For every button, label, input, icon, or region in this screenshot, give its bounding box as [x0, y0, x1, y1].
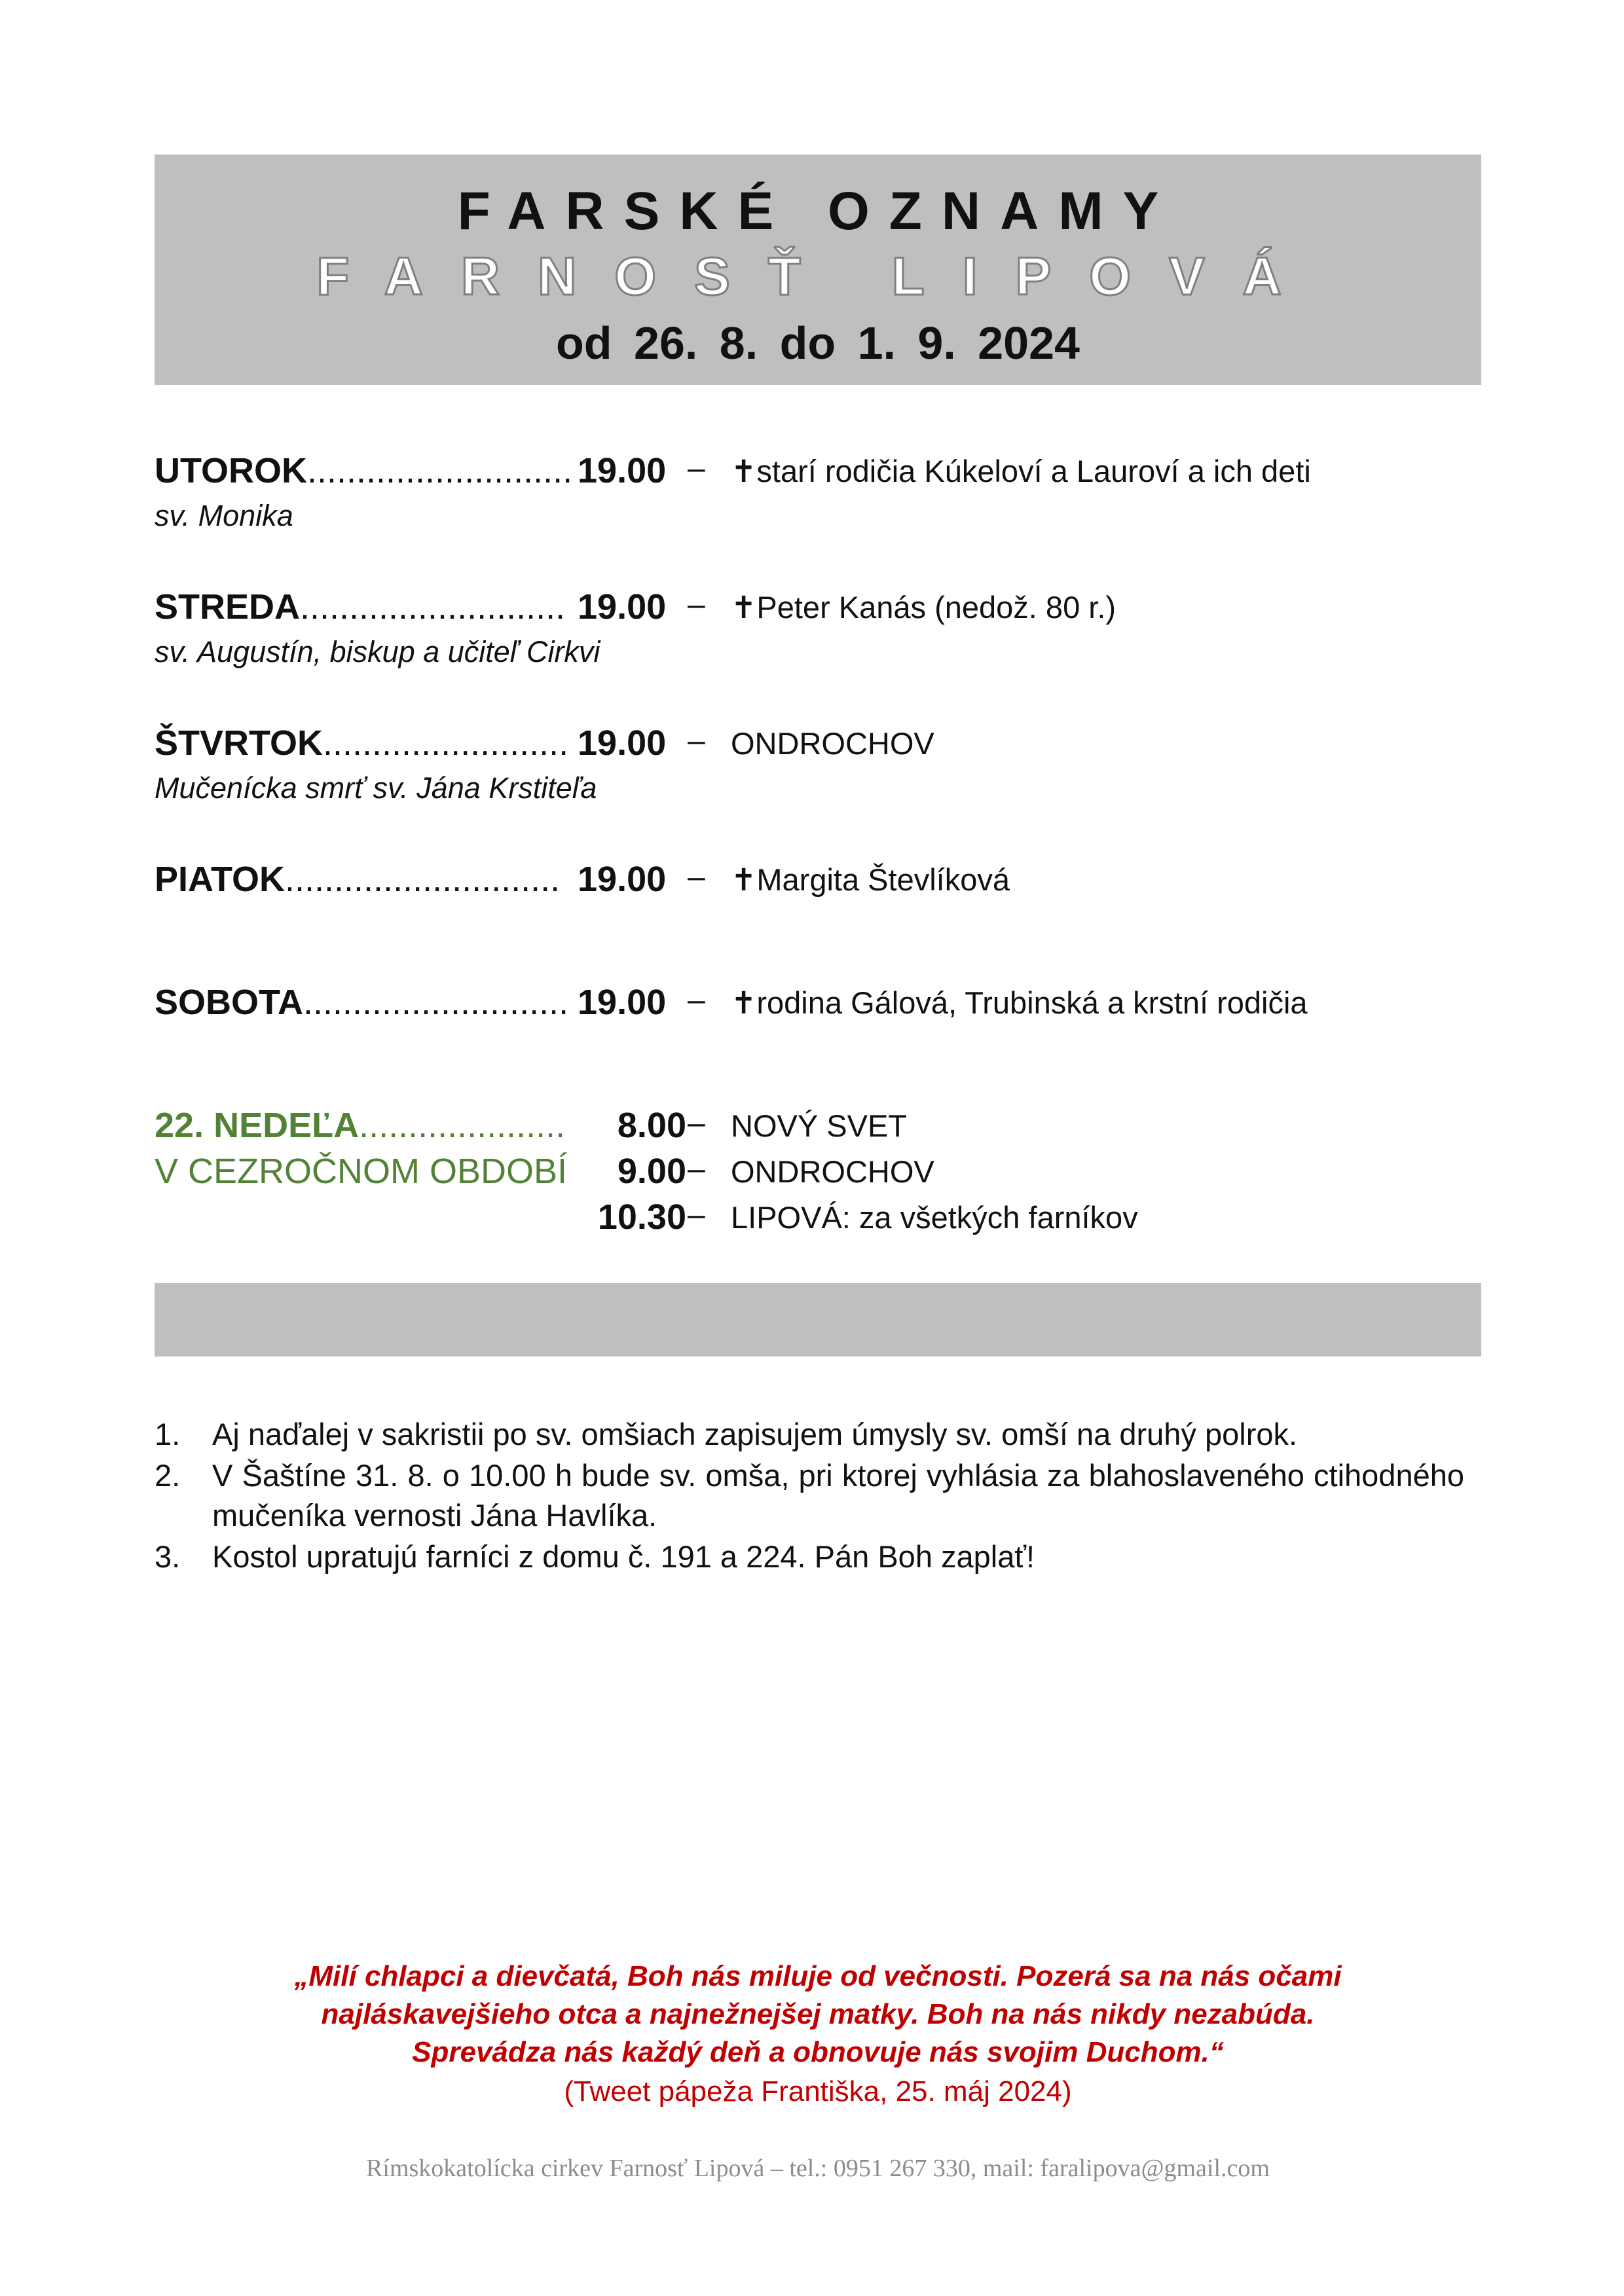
dash: – — [688, 723, 705, 758]
item-number: 1. — [155, 1417, 181, 1451]
dash: – — [688, 587, 705, 622]
dash: – — [688, 983, 705, 1017]
mass-time: 10.30 — [597, 1197, 686, 1237]
quote-line: „Milí chlapci a dievčatá, Boh nás miluje od večnosti. Pozerá sa na nás očami — [294, 1960, 1342, 1992]
mass-time: 19.00 — [578, 723, 667, 763]
pope-quote — [155, 1958, 1481, 2071]
footer-contact: Rímskokatolícka cirkev Farnosť Lipová – tel.: 0951 267 330, mail: faralipova@gmail.com — [366, 2155, 1270, 2182]
list-item — [155, 1455, 1464, 1535]
day-name: PIATOK — [155, 860, 286, 899]
dash: – — [688, 451, 705, 486]
day-thursday — [155, 723, 1481, 805]
mass-location: NOVÝ SVET — [731, 1108, 908, 1143]
leader-dots: ............................ — [285, 860, 561, 899]
sunday-subtitle: V CEZROČNOM OBDOBÍ — [155, 1152, 568, 1191]
day-name: STREDA — [155, 587, 301, 627]
leader-dots: ..................... — [359, 1106, 566, 1145]
mass-intention: ✝Margita Števlíková — [731, 862, 1010, 897]
mass-time: 8.00 — [617, 1106, 686, 1145]
saint-of-day: sv. Augustín, biskup a učiteľ Cirkvi — [155, 635, 600, 668]
leader-dots: ........................... — [300, 587, 566, 627]
day-name: UTOROK — [155, 451, 308, 490]
leader-dots: ......................... — [323, 723, 569, 763]
quote-source: (Tweet pápeža Františka, 25. máj 2024) — [564, 2075, 1072, 2107]
day-friday — [155, 859, 1481, 911]
day-name: SOBOTA — [155, 983, 303, 1022]
day-wednesday — [155, 587, 1481, 669]
item-text: Kostol upratujú farníci z domu č. 191 a 224. Pán Boh zaplať! — [212, 1539, 1035, 1575]
separator-bar — [155, 1283, 1481, 1357]
mass-location: ONDROCHOV — [731, 726, 934, 761]
quote-line: najláskavejšieho otca a najnežnejšej matky. Boh na nás nikdy nezabúda. — [321, 1998, 1315, 2031]
day-saturday — [155, 982, 1481, 1034]
announcements-list — [155, 1414, 1464, 1578]
saint-of-day: sv. Monika — [155, 499, 293, 532]
dash: – — [688, 1197, 705, 1232]
item-text: Aj naďalej v sakristii po sv. omšiach zapisujem úmysly sv. omší na druhý polrok. — [212, 1417, 1298, 1451]
dash: – — [688, 1106, 705, 1140]
mass-time: 9.00 — [617, 1152, 686, 1191]
day-sunday — [155, 1105, 1481, 1249]
leader-dots: ........................... — [303, 983, 569, 1022]
mass-time: 19.00 — [578, 860, 667, 899]
list-item — [155, 1537, 1464, 1576]
sunday-name: 22. NEDEĽA — [155, 1106, 360, 1145]
dash: – — [688, 1152, 705, 1186]
mass-time: 19.00 — [578, 587, 667, 627]
dash: – — [688, 860, 705, 894]
day-tuesday — [155, 450, 1481, 533]
mass-intention: LIPOVÁ: za všetkých farníkov — [731, 1200, 1138, 1235]
title-date-range: od 26. 8. do 1. 9. 2024 — [556, 318, 1080, 369]
item-text: V Šaštíne 31. 8. o 10.00 h bude sv. omša, pri ktorej vyhlásia za blahoslaveného ctihodného mučeníka vernosti Jána Havlíka. — [212, 1458, 1464, 1533]
item-number: 2. — [155, 1458, 181, 1493]
day-name: ŠTVRTOK — [155, 723, 323, 763]
quote-line: Sprevádza nás každý deň a obnovuje nás svojim Duchom.“ — [412, 2036, 1224, 2069]
saint-of-day: Mučenícka smrť sv. Jána Krstiteľa — [155, 771, 597, 805]
mass-time: 19.00 — [578, 983, 667, 1022]
mass-intention: ✝rodina Gálová, Trubinská a krstní rodičia — [731, 985, 1308, 1020]
title-announcements: FARSKÉ OZNAMY — [457, 181, 1179, 241]
mass-intention: ✝starí rodičia Kúkeloví a Lauroví a ich deti — [731, 454, 1311, 488]
title-parish: FARNOSŤ LIPOVÁ — [316, 247, 1320, 306]
item-number: 3. — [155, 1539, 181, 1575]
list-item — [155, 1414, 1464, 1454]
mass-intention: ✝Peter Kanás (nedož. 80 r.) — [731, 590, 1116, 625]
mass-time: 19.00 — [578, 451, 667, 490]
header-box — [155, 155, 1481, 385]
leader-dots: ........................... — [307, 451, 573, 490]
mass-location: ONDROCHOV — [731, 1154, 934, 1189]
